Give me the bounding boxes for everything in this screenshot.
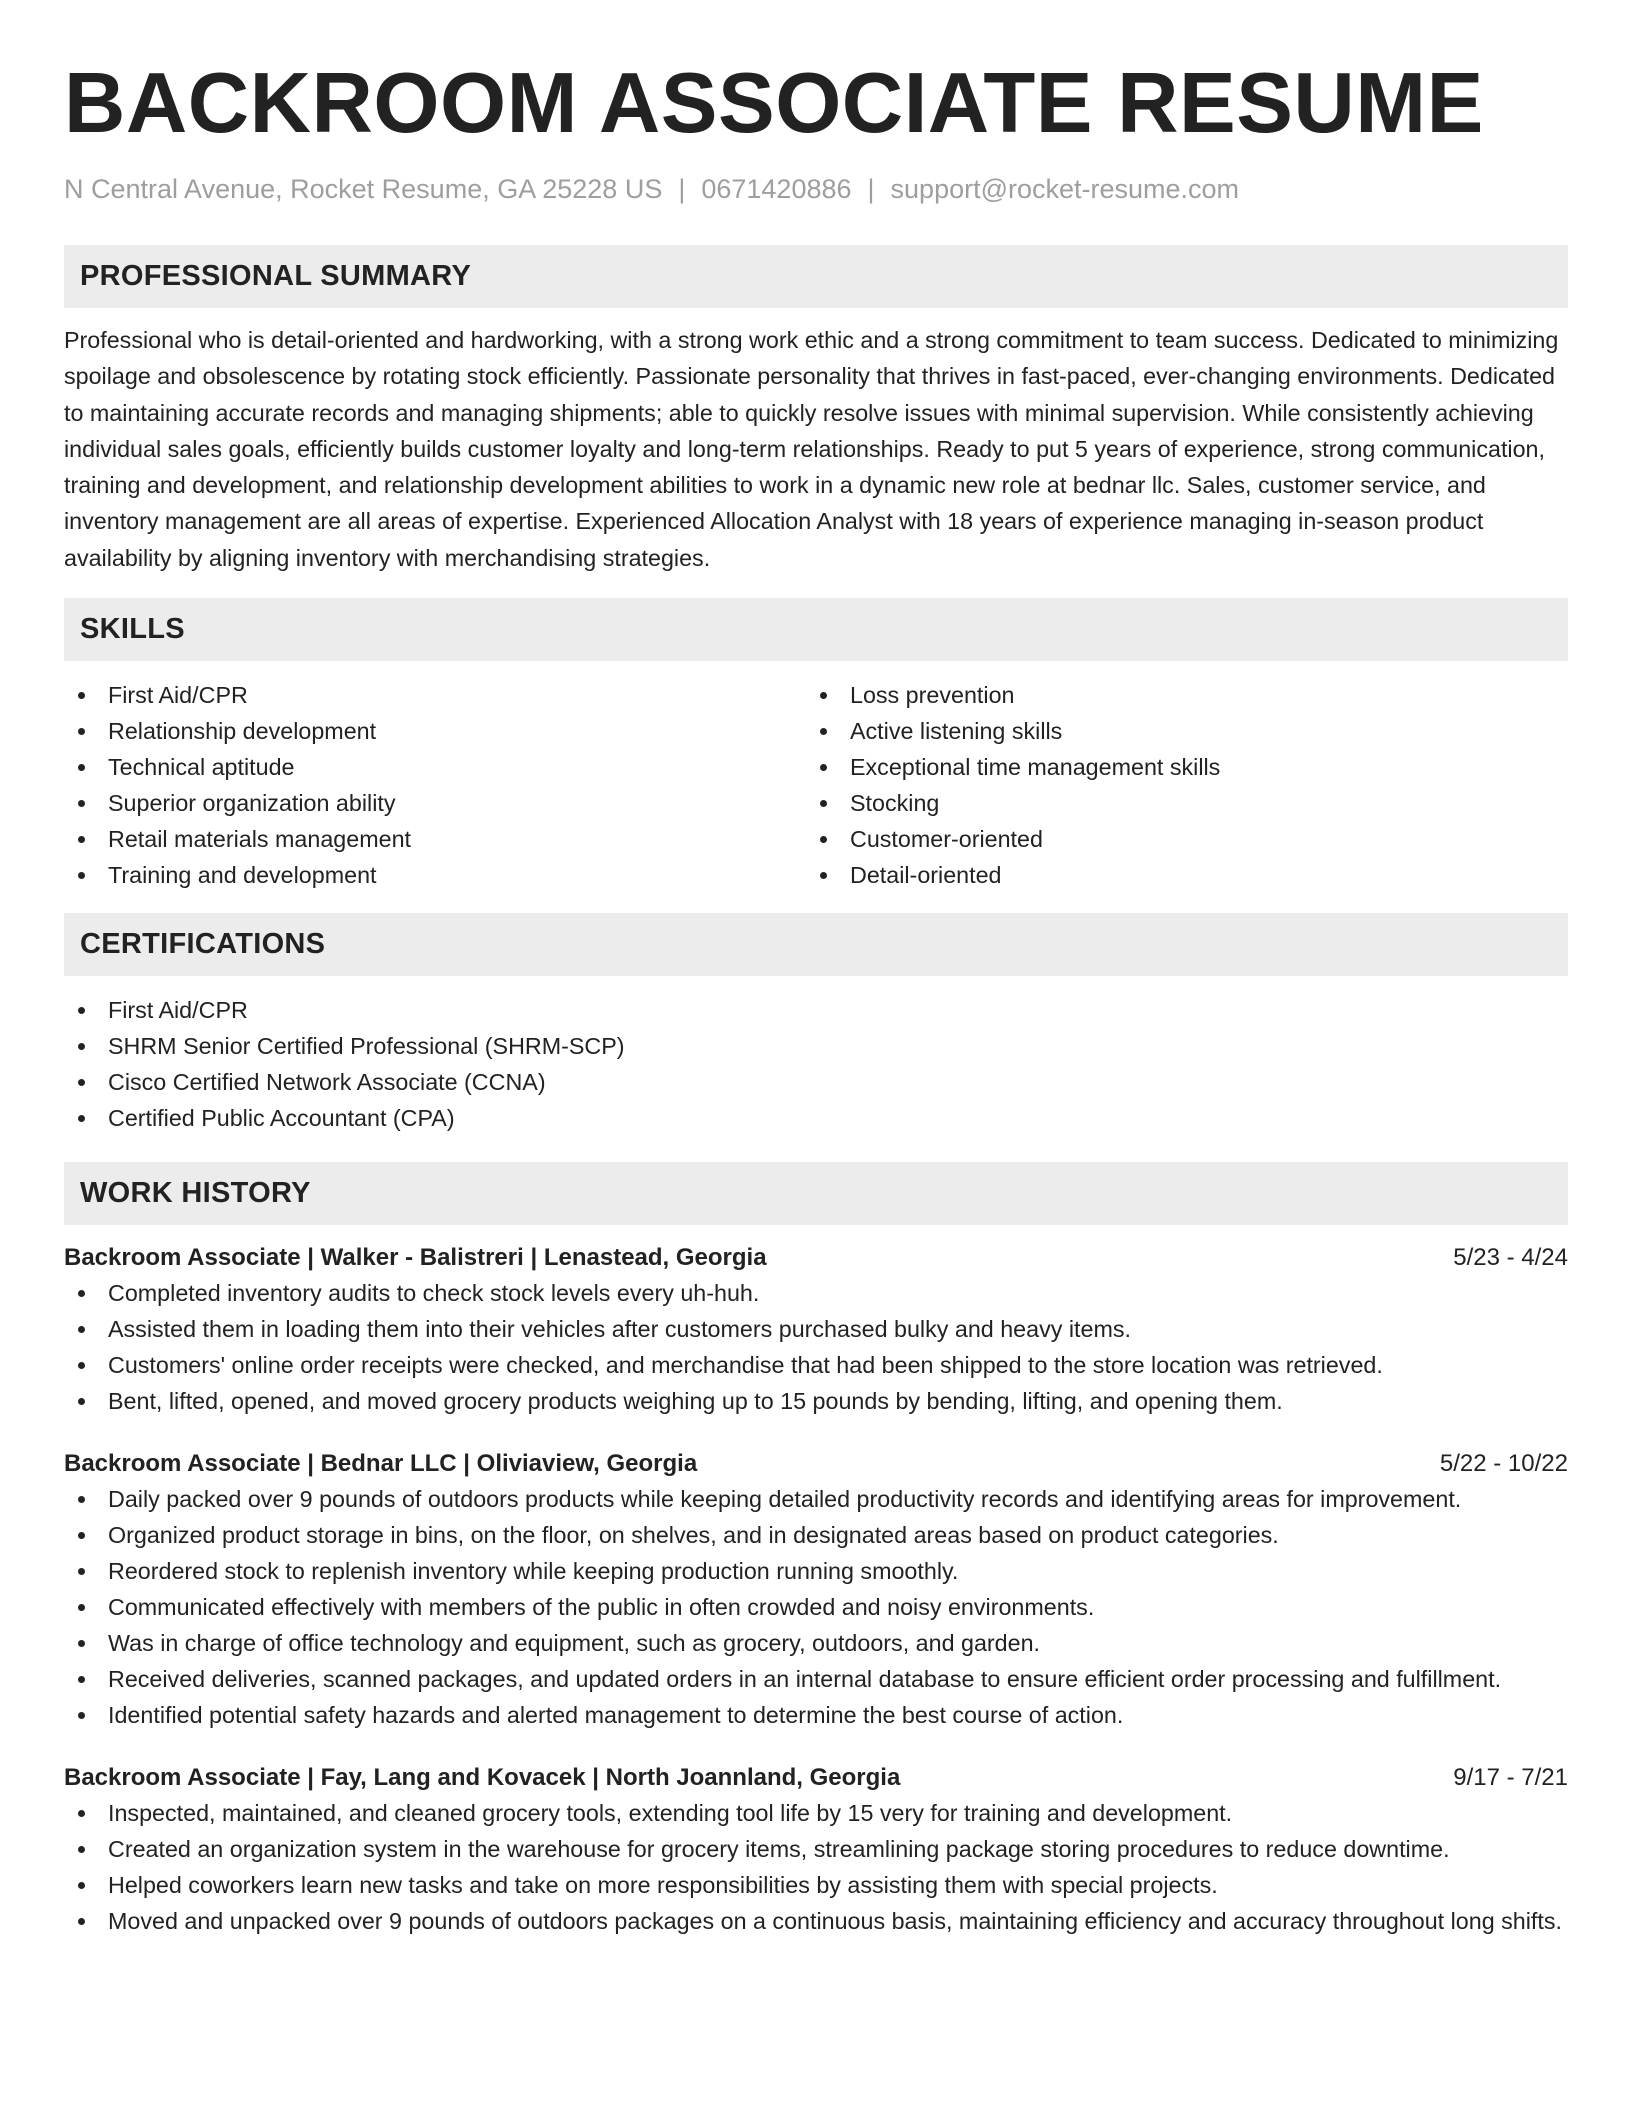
skill-item: Exceptional time management skills — [806, 749, 1548, 785]
skills-list-right — [806, 677, 1548, 893]
resume-page — [64, 0, 1568, 1939]
certification-item: Cisco Certified Network Associate (CCNA) — [64, 1064, 1568, 1100]
skills-grid — [64, 677, 1568, 893]
skill-item: Customer-oriented — [806, 821, 1548, 857]
skills-column-left — [64, 677, 806, 893]
work-history-list — [64, 1241, 1568, 1939]
job-header — [64, 1761, 1568, 1795]
contact-separator: | — [867, 174, 875, 204]
skill-item: Detail-oriented — [806, 857, 1548, 893]
certification-item: First Aid/CPR — [64, 992, 1568, 1028]
section-heading-work-history: WORK HISTORY — [64, 1162, 1568, 1225]
job-bullet: Helped coworkers learn new tasks and take on more responsibilities by assisting them with special projects. — [64, 1867, 1568, 1903]
contact-separator: | — [678, 174, 686, 204]
job-bullet: Bent, lifted, opened, and moved grocery products weighing up to 15 pounds by bending, lifting, and opening them. — [64, 1383, 1568, 1419]
job-bullet-list — [64, 1481, 1568, 1733]
certification-item: Certified Public Accountant (CPA) — [64, 1100, 1568, 1136]
job-entry — [64, 1241, 1568, 1419]
job-title: Backroom Associate | Bednar LLC | Oliviaview, Georgia — [64, 1450, 698, 1478]
job-bullet: Was in charge of office technology and equipment, such as grocery, outdoors, and garden. — [64, 1625, 1568, 1661]
skill-item: First Aid/CPR — [64, 677, 806, 713]
job-header — [64, 1241, 1568, 1275]
certification-item: SHRM Senior Certified Professional (SHRM-SCP) — [64, 1028, 1568, 1064]
skill-item: Technical aptitude — [64, 749, 806, 785]
job-bullet: Identified potential safety hazards and alerted management to determine the best course of action. — [64, 1697, 1568, 1733]
job-entry — [64, 1447, 1568, 1733]
contact-address: N Central Avenue, Rocket Resume, GA 25228 US — [64, 174, 663, 204]
job-bullet: Moved and unpacked over 9 pounds of outdoors packages on a continuous basis, maintaining efficiency and accuracy throughout long shifts. — [64, 1903, 1568, 1939]
skills-column-right — [806, 677, 1548, 893]
job-bullet: Created an organization system in the warehouse for grocery items, streamlining package storing procedures to reduce downtime. — [64, 1831, 1568, 1867]
job-bullet: Assisted them in loading them into their vehicles after customers purchased bulky and heavy items. — [64, 1311, 1568, 1347]
job-bullet: Daily packed over 9 pounds of outdoors products while keeping detailed productivity records and identifying areas for improvement. — [64, 1481, 1568, 1517]
contact-phone: 0671420886 — [701, 174, 852, 204]
job-bullet: Communicated effectively with members of the public in often crowded and noisy environments. — [64, 1589, 1568, 1625]
contact-email: support@rocket-resume.com — [890, 174, 1240, 204]
skill-item: Loss prevention — [806, 677, 1548, 713]
job-title: Backroom Associate | Fay, Lang and Kovacek | North Joannland, Georgia — [64, 1764, 901, 1792]
certifications-list — [64, 992, 1568, 1136]
section-heading-certifications: CERTIFICATIONS — [64, 913, 1568, 976]
skill-item: Stocking — [806, 785, 1548, 821]
summary-text: Professional who is detail-oriented and hardworking, with a strong work ethic and a strong commitment to team success. Dedicated to minimizing spoilage and obsolescence by rotating stock efficiently. Passionate personality that thrives in fast-paced, ever-changing environments. Dedicated to maintaining accurate records and managing shipments; able to quickly resolve issues with minimal supervision. While consistently achieving individual sales goals, efficiently builds customer loyalty and long-term relationships. Ready to put 5 years of experience, strong communication, training and development, and relationship development abilities to work in a dynamic new role at bednar llc. Sales, customer service, and inventory management are all areas of expertise. Experienced Allocation Analyst with 18 years of experience managing in-season product availability by aligning inventory with merchandising strategies. — [64, 327, 1559, 571]
job-dates: 5/23 - 4/24 — [1453, 1244, 1568, 1272]
skill-item: Superior organization ability — [64, 785, 806, 821]
contact-line — [64, 172, 1568, 206]
job-bullet: Organized product storage in bins, on the floor, on shelves, and in designated areas based on product categories. — [64, 1517, 1568, 1553]
job-bullet: Reordered stock to replenish inventory while keeping production running smoothly. — [64, 1553, 1568, 1589]
job-dates: 9/17 - 7/21 — [1453, 1764, 1568, 1792]
job-bullet-list — [64, 1795, 1568, 1939]
section-heading-skills: SKILLS — [64, 598, 1568, 661]
skill-item: Training and development — [64, 857, 806, 893]
skill-item: Relationship development — [64, 713, 806, 749]
skills-list-left — [64, 677, 806, 893]
job-bullet: Customers' online order receipts were checked, and merchandise that had been shipped to the store location was retrieved. — [64, 1347, 1568, 1383]
job-dates: 5/22 - 10/22 — [1439, 1450, 1568, 1478]
job-header — [64, 1447, 1568, 1481]
job-bullet: Inspected, maintained, and cleaned grocery tools, extending tool life by 15 very for training and development. — [64, 1795, 1568, 1831]
job-title: Backroom Associate | Walker - Balistreri | Lenastead, Georgia — [64, 1244, 767, 1272]
skill-item: Active listening skills — [806, 713, 1548, 749]
resume-title: BACKROOM ASSOCIATE RESUME — [64, 56, 1484, 151]
job-entry — [64, 1761, 1568, 1939]
job-bullet-list — [64, 1275, 1568, 1419]
job-bullet: Received deliveries, scanned packages, and updated orders in an internal database to ensure efficient order processing and fulfillment. — [64, 1661, 1568, 1697]
skill-item: Retail materials management — [64, 821, 806, 857]
section-heading-summary: PROFESSIONAL SUMMARY — [64, 245, 1568, 308]
job-bullet: Completed inventory audits to check stock levels every uh-huh. — [64, 1275, 1568, 1311]
